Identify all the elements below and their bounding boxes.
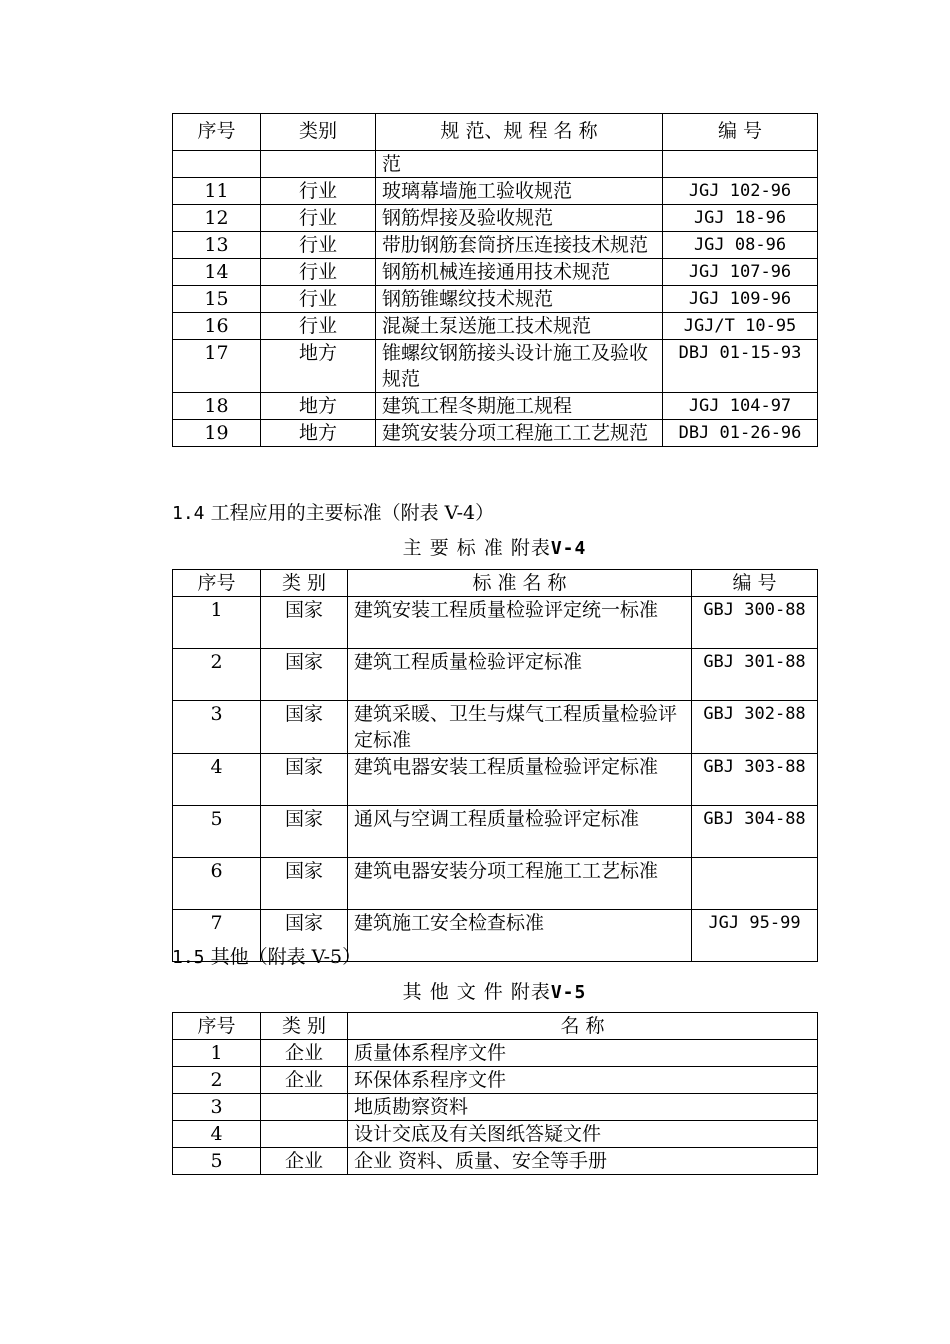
cell-category: 地方	[261, 340, 376, 393]
header-name: 规 范、规 程 名 称	[376, 114, 663, 151]
cell-category	[261, 1121, 348, 1148]
cell-name: 建筑工程质量检验评定标准	[348, 649, 692, 701]
cell-name: 地质勘察资料	[348, 1094, 818, 1121]
cell-category: 地方	[261, 420, 376, 447]
section-title: 工程应用的主要标准（附表 V-4）	[210, 502, 495, 524]
main-standards-table	[172, 569, 818, 962]
cell-name: 钢筋机械连接通用技术规范	[376, 259, 663, 286]
cell-seq: 19	[173, 420, 261, 447]
table-row	[173, 754, 818, 806]
cell-name: 通风与空调工程质量检验评定标准	[348, 806, 692, 858]
cell-category: 国家	[261, 858, 348, 910]
cell-name: 范	[376, 151, 663, 178]
header-category: 类 别	[261, 570, 348, 597]
cell-code: GBJ 304-88	[692, 806, 818, 858]
cell-seq: 2	[173, 649, 261, 701]
caption-text: 其 他 文 件 附表	[402, 981, 551, 1003]
cell-category: 国家	[261, 597, 348, 649]
table-row	[173, 1148, 818, 1175]
cell-seq: 13	[173, 232, 261, 259]
cell-seq: 2	[173, 1067, 261, 1094]
header-seq: 序号	[173, 570, 261, 597]
cell-category: 国家	[261, 701, 348, 754]
cell-code: JGJ 109-96	[663, 286, 818, 313]
cell-category: 国家	[261, 754, 348, 806]
cell-code: GBJ 301-88	[692, 649, 818, 701]
table-row	[173, 858, 818, 910]
table-row	[173, 232, 818, 259]
other-documents-table	[172, 1012, 818, 1175]
cell-code: JGJ 107-96	[663, 259, 818, 286]
cell-seq: 5	[173, 806, 261, 858]
cell-name: 建筑安装分项工程施工工艺规范	[376, 420, 663, 447]
header-category: 类 别	[261, 1013, 348, 1040]
cell-seq: 5	[173, 1148, 261, 1175]
cell-name: 钢筋焊接及验收规范	[376, 205, 663, 232]
cell-category: 行业	[261, 286, 376, 313]
header-category: 类别	[261, 114, 376, 151]
cell-code: JGJ 102-96	[663, 178, 818, 205]
cell-seq: 7	[173, 910, 261, 962]
cell-seq: 18	[173, 393, 261, 420]
table-body	[173, 597, 818, 962]
cell-category: 国家	[261, 910, 348, 962]
table-row	[173, 205, 818, 232]
caption-text: 主 要 标 准 附表	[402, 537, 551, 559]
cell-seq: 3	[173, 1094, 261, 1121]
table-row	[173, 420, 818, 447]
cell-category: 行业	[261, 313, 376, 340]
section-number: 1.4	[172, 503, 205, 524]
section-title: 其他（附表 V-5）	[210, 946, 362, 968]
header-name: 名 称	[348, 1013, 818, 1040]
cell-code	[692, 858, 818, 910]
cell-seq: 3	[173, 701, 261, 754]
cell-code: JGJ 104-97	[663, 393, 818, 420]
section-heading-1-5	[172, 944, 361, 971]
cell-name: 建筑施工安全检查标准	[348, 910, 692, 962]
cell-seq	[173, 151, 261, 178]
table-row	[173, 1040, 818, 1067]
table-row	[173, 178, 818, 205]
caption-code: V-5	[550, 982, 587, 1003]
table-row	[173, 1094, 818, 1121]
cell-name: 建筑电器安装工程质量检验评定标准	[348, 754, 692, 806]
cell-name: 玻璃幕墙施工验收规范	[376, 178, 663, 205]
cell-code	[663, 151, 818, 178]
table-row	[173, 701, 818, 754]
cell-category: 行业	[261, 232, 376, 259]
table-body	[173, 1040, 818, 1175]
cell-seq: 11	[173, 178, 261, 205]
cell-name: 质量体系程序文件	[348, 1040, 818, 1067]
cell-category: 企业	[261, 1148, 348, 1175]
table-row	[173, 1121, 818, 1148]
table-row	[173, 286, 818, 313]
cell-name: 混凝土泵送施工技术规范	[376, 313, 663, 340]
cell-code: DBJ 01-15-93	[663, 340, 818, 393]
table-body	[173, 151, 818, 447]
header-code: 编 号	[692, 570, 818, 597]
cell-code: JGJ 08-96	[663, 232, 818, 259]
table-row	[173, 806, 818, 858]
cell-name: 带肋钢筋套筒挤压连接技术规范	[376, 232, 663, 259]
cell-name: 建筑工程冬期施工规程	[376, 393, 663, 420]
cell-code: GBJ 303-88	[692, 754, 818, 806]
caption-code: V-4	[550, 538, 587, 559]
table-row	[173, 313, 818, 340]
table-row	[173, 1067, 818, 1094]
table-row	[173, 393, 818, 420]
section-heading-1-4	[172, 500, 494, 527]
cell-code: JGJ 18-96	[663, 205, 818, 232]
cell-name: 钢筋锥螺纹技术规范	[376, 286, 663, 313]
cell-name: 企业 资料、质量、安全等手册	[348, 1148, 818, 1175]
cell-seq: 12	[173, 205, 261, 232]
cell-seq: 16	[173, 313, 261, 340]
section-number: 1.5	[172, 947, 205, 968]
cell-code: DBJ 01-26-96	[663, 420, 818, 447]
cell-seq: 6	[173, 858, 261, 910]
cell-category	[261, 151, 376, 178]
table-header-row	[173, 1013, 818, 1040]
cell-name: 建筑采暖、卫生与煤气工程质量检验评定标准	[348, 701, 692, 754]
cell-code: JGJ/T 10-95	[663, 313, 818, 340]
cell-name: 建筑电器安装分项工程施工工艺标准	[348, 858, 692, 910]
cell-seq: 1	[173, 597, 261, 649]
cell-seq: 4	[173, 1121, 261, 1148]
cell-seq: 17	[173, 340, 261, 393]
table-caption-v4	[172, 535, 817, 562]
table-row	[173, 259, 818, 286]
cell-category	[261, 1094, 348, 1121]
cell-seq: 14	[173, 259, 261, 286]
cell-code: GBJ 300-88	[692, 597, 818, 649]
cell-seq: 15	[173, 286, 261, 313]
cell-seq: 4	[173, 754, 261, 806]
cell-category: 国家	[261, 806, 348, 858]
cell-category: 企业	[261, 1040, 348, 1067]
cell-name: 环保体系程序文件	[348, 1067, 818, 1094]
cell-category: 企业	[261, 1067, 348, 1094]
table-row-continuation	[173, 151, 818, 178]
cell-category: 行业	[261, 178, 376, 205]
table-row	[173, 649, 818, 701]
cell-name: 锥螺纹钢筋接头设计施工及验收规范	[376, 340, 663, 393]
header-name: 标 准 名 称	[348, 570, 692, 597]
header-seq: 序号	[173, 114, 261, 151]
cell-name: 建筑安装工程质量检验评定统一标准	[348, 597, 692, 649]
table-header-row	[173, 114, 818, 151]
cell-name: 设计交底及有关图纸答疑文件	[348, 1121, 818, 1148]
cell-category: 行业	[261, 259, 376, 286]
cell-code: JGJ 95-99	[692, 910, 818, 962]
cell-category: 地方	[261, 393, 376, 420]
header-code: 编 号	[663, 114, 818, 151]
header-seq: 序号	[173, 1013, 261, 1040]
table-row	[173, 597, 818, 649]
standards-codes-table	[172, 113, 818, 447]
table-header-row	[173, 570, 818, 597]
cell-seq: 1	[173, 1040, 261, 1067]
cell-category: 国家	[261, 649, 348, 701]
cell-code: GBJ 302-88	[692, 701, 818, 754]
table-caption-v5	[172, 979, 817, 1006]
table-row	[173, 340, 818, 393]
cell-category: 行业	[261, 205, 376, 232]
